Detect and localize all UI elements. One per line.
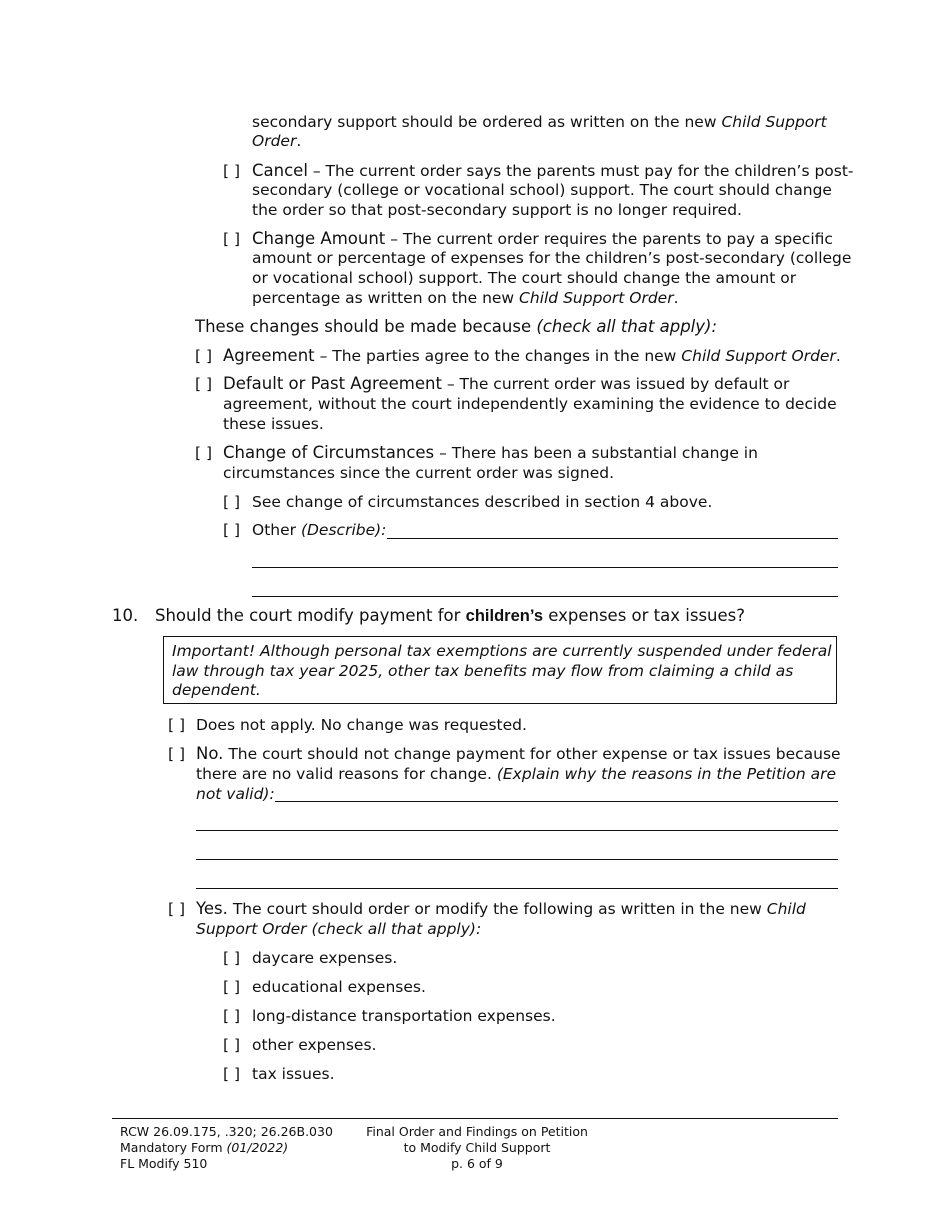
- continued-text-line-1: secondary support should be ordered as written on the new Child Support: [252, 113, 827, 131]
- footer-form-id: FL Modify 510: [120, 1156, 208, 1171]
- cancel-option-line-2: secondary (college or vocational school) support. The court should change: [252, 181, 832, 199]
- cancel-option-line-1: Cancel – The current order says the parents must pay for the children’s post-: [252, 161, 854, 180]
- transportation-label: long-distance transportation expenses.: [252, 1007, 556, 1025]
- does-not-apply-checkbox[interactable]: [ ]: [168, 716, 186, 734]
- no-option-line-2: there are no valid reasons for change. (Explain why the reasons in the Petition are: [196, 765, 836, 783]
- no-explain-line-2[interactable]: [196, 830, 838, 831]
- change-amount-line-3: or vocational school) support. The court should change the amount or: [252, 269, 797, 287]
- cancel-option-line-3: the order so that post-secondary support is no longer required.: [252, 201, 742, 219]
- circumstances-option-line-2: circumstances since the current order was signed.: [223, 464, 615, 482]
- no-explain-line-4[interactable]: [196, 888, 838, 889]
- circumstances-checkbox[interactable]: [ ]: [195, 444, 213, 462]
- other-expenses-checkbox[interactable]: [ ]: [223, 1036, 241, 1054]
- important-notice-box: [163, 636, 837, 704]
- other-describe-line-2[interactable]: [252, 567, 838, 568]
- yes-checkbox[interactable]: [ ]: [168, 900, 186, 918]
- other-circumstances-checkbox[interactable]: [ ]: [223, 521, 241, 539]
- change-amount-line-2: amount or percentage of expenses for the children’s post-secondary (college: [252, 249, 852, 267]
- daycare-checkbox[interactable]: [ ]: [223, 949, 241, 967]
- footer-mandatory: Mandatory Form (01/2022): [120, 1140, 289, 1155]
- circumstances-option-line-1: Change of Circumstances – There has been a substantial change in: [223, 443, 758, 462]
- no-option-line-3: not valid):: [196, 785, 275, 803]
- footer-divider: [112, 1118, 838, 1119]
- footer-title-1: Final Order and Findings on Petition: [366, 1124, 588, 1139]
- continued-text-line-2: Order.: [252, 132, 302, 150]
- other-describe-line-1[interactable]: [387, 538, 838, 539]
- other-expenses-label: other expenses.: [252, 1036, 377, 1054]
- agreement-option: Agreement – The parties agree to the changes in the new Child Support Order.: [223, 346, 841, 365]
- yes-option-line-2: Support Order (check all that apply):: [196, 920, 482, 938]
- other-describe-line-3[interactable]: [252, 596, 838, 597]
- no-option-line-1: No. The court should not change payment for other expense or tax issues because: [196, 744, 841, 763]
- agreement-checkbox[interactable]: [ ]: [195, 347, 213, 365]
- footer-rcw: RCW 26.09.175, .320; 26.26B.030: [120, 1124, 333, 1139]
- important-notice-line-3: dependent.: [172, 681, 261, 699]
- no-checkbox[interactable]: [ ]: [168, 745, 186, 763]
- default-option-line-1: Default or Past Agreement – The current order was issued by default or: [223, 374, 790, 393]
- change-amount-line-4: percentage as written on the new Child Support Order.: [252, 289, 679, 307]
- does-not-apply-label: Does not apply. No change was requested.: [196, 716, 527, 734]
- change-amount-line-1: Change Amount – The current order requires the parents to pay a specific: [252, 229, 833, 248]
- cancel-checkbox[interactable]: [ ]: [223, 162, 241, 180]
- educational-label: educational expenses.: [252, 978, 426, 996]
- default-option-line-2: agreement, without the court independently examining the evidence to decide: [223, 395, 837, 413]
- footer-title-2: to Modify Child Support: [403, 1140, 551, 1155]
- change-amount-checkbox[interactable]: [ ]: [223, 230, 241, 248]
- no-explain-line-3[interactable]: [196, 859, 838, 860]
- reasons-intro: These changes should be made because (check all that apply):: [195, 317, 718, 336]
- daycare-label: daycare expenses.: [252, 949, 398, 967]
- see-section4-label: See change of circumstances described in section 4 above.: [252, 493, 713, 511]
- tax-issues-label: tax issues.: [252, 1065, 335, 1083]
- other-circumstances-label: Other (Describe):: [252, 521, 387, 539]
- section-question: Should the court modify payment for children’s expenses or tax issues?: [155, 606, 746, 625]
- transportation-checkbox[interactable]: [ ]: [223, 1007, 241, 1025]
- important-notice-line-1: Important! Although personal tax exemptions are currently suspended under federal: [172, 642, 832, 660]
- section-number: 10.: [112, 606, 139, 625]
- no-explain-line-1[interactable]: [275, 801, 838, 802]
- default-checkbox[interactable]: [ ]: [195, 375, 213, 393]
- important-notice-line-2: law through tax year 2025, other tax benefits may flow from claiming a child as: [172, 662, 794, 680]
- yes-option-line-1: Yes. The court should order or modify the following as written in the new Child: [196, 899, 806, 918]
- tax-issues-checkbox[interactable]: [ ]: [223, 1065, 241, 1083]
- educational-checkbox[interactable]: [ ]: [223, 978, 241, 996]
- footer-page: p. 6 of 9: [451, 1156, 503, 1171]
- see-section4-checkbox[interactable]: [ ]: [223, 493, 241, 511]
- default-option-line-3: these issues.: [223, 415, 324, 433]
